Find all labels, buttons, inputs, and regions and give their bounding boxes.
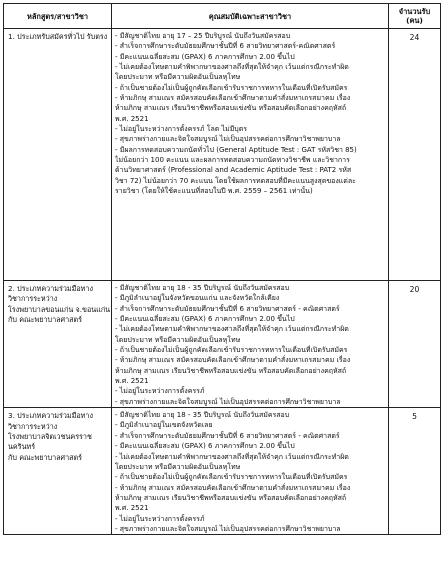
program-line: วิชาการระหว่าง [8,421,58,431]
program-cell [4,408,112,535]
qualification-line: - ห้ามภิกษุ สามเณร สมัครสอบคัดเลือกเข้าศึกษาตามคำสั่งมหาเถรสมาคม เรื่อง [115,483,351,492]
qualification-line: - ห้ามภิกษุ สามเณร สมัครสอบคัดเลือกเข้าศึกษาตามคำสั่งมหาเถรสมาคม เรื่อง [115,356,351,365]
qualification-line: - มีสัญชาติไทย อายุ 17 – 25 ปีบริบูรณ์ นับถึงวันสมัครสอบ [115,32,291,40]
qualification-line: พ.ศ. 2521 [115,114,149,123]
qualification-line: - มีคะแนนเฉลี่ยสะสม (GPAX) 6 ภาคการศึกษา 2.00 ขึ้นไป [115,315,295,324]
program-line: 1. ประเภทรับสมัครทั่วไป รับตรง [8,32,108,41]
qualification-line: - มีภูมิลำเนาอยู่ในเขตจังหวัดเลย [115,421,213,430]
qualification-line: พ.ศ. 2521 [115,377,149,386]
qualification-cell [112,29,389,281]
header-program: หลักสูตร/สาขาวิชา [4,4,112,29]
program-line: 3. ประเภทความร่วมมือทาง [8,411,93,421]
header-row [4,4,441,29]
program-line: กับ คณะพยาบาลศาสตร์ [8,452,83,462]
qualification-cell [112,408,389,535]
qualification-line: - มีผลการทดสอบความถนัดทั่วไป (General Aptitude Test : GAT รหัสวิชา 85) [115,145,357,154]
qualification-line: - สำเร็จการศึกษาระดับมัธยมศึกษาชั้นปีที่ 6 สายวิทยาศาสตร์-คณิตศาสตร์ [115,42,336,51]
qualification-line: - สำเร็จการศึกษาระดับมัธยมศึกษาชั้นปีที่ 6 สายวิทยาศาสตร์ - คณิตศาสตร์ [115,304,340,313]
qualification-line: - ไม่เคยต้องโทษตามคำพิพากษาของศาลถึงที่สุดให้จำคุก เว้นแต่กรณีกระทำผิด [115,452,349,461]
program-cell [4,29,112,281]
header-count-line2: (คน) [406,16,423,25]
qualification-line: - มีคะแนนเฉลี่ยสะสม (GPAX) 6 ภาคการศึกษา 2.00 ขึ้นไป [115,442,295,451]
qualification-line: - ถ้าเป็นชายต้องไม่เป็นผู้ถูกคัดเลือกเข้ารับราชการทหารในเดือนที่เปิดรับสมัคร [115,473,348,482]
qualification-line: - มีคะแนนเฉลี่ยสะสม (GPAX) 6 ภาคการศึกษา 2.00 ขึ้นไป [115,52,295,61]
qualification-line: โดยประมาท หรือมีความผิดอันเป็นลหุโทษ [115,335,241,344]
qualification-line: - มีภูมิลำเนาอยู่ในจังหวัดขอนแก่น และจังหวัดใกล้เคียง [115,294,280,303]
qualification-line: - มีสัญชาติไทย อายุ 18 - 35 ปีบริบูรณ์ นับถึงวันสมัครสอบ [115,284,290,292]
header-count-line1: จำนวนรับ [398,7,431,16]
table-row [4,29,441,281]
qualification-line: - ไม่อยู่ในระหว่างการตั้งครรภ์ [115,514,205,523]
qualification-line: ด้านวิทยาศาสตร์ (Professional and Academic Aptitude Test : PAT2 รหัส [115,166,352,175]
admission-table [3,3,441,535]
qualification-line: - มีสัญชาติไทย อายุ 18 - 35 ปีบริบูรณ์ นับถึงวันสมัครสอบ [115,411,290,420]
program-line: 2. ประเภทความร่วมมือทาง [8,284,93,293]
program-cell [4,281,112,408]
qualification-line: - ไม่อยู่ในระหว่างการตั้งครรภ์ [115,387,205,396]
qualification-line: ห้ามภิกษุ สามเณร เรียนวิชาชีพหรือสอบแข่งขัน หรือสอบคัดเลือกอย่างคฤหัสถ์ [115,493,347,502]
table-row [4,281,441,408]
qualification-line: - สุขภาพร่างกายและจิตใจสมบูรณ์ ไม่เป็นอุปสรรคต่อการศึกษาวิชาพยาบาล [115,524,341,533]
qualification-line: - สุขภาพร่างกายและจิตใจสมบูรณ์ ไม่เป็นอุปสรรคต่อการศึกษาวิชาพยาบาล [115,397,341,406]
qualification-line: - สุขภาพร่างกายและจิตใจสมบูรณ์ ไม่เป็นอุปสรรคต่อการศึกษาวิชาพยาบาล [115,135,341,144]
header-qualification: คุณสมบัติเฉพาะสาขาวิชา [112,4,389,29]
program-line: โรงพยาบาลขอนแก่น จ.ขอนแก่น [8,304,111,314]
program-line: กับ คณะพยาบาลศาสตร์ [8,315,83,325]
qualification-line: ห้ามภิกษุ สามเณร เรียนวิชาชีพหรือสอบแข่งขัน หรือสอบคัดเลือกอย่างคฤหัสถ์ [115,366,347,375]
count-cell: 24 [389,29,441,281]
qualification-line: - ไม่เคยต้องโทษตามคำพิพากษาของศาลถึงที่สุดให้จำคุก เว้นแต่กรณีกระทำผิด [115,325,349,334]
qualification-line: - ถ้าเป็นชายต้องไม่เป็นผู้ถูกคัดเลือกเข้ารับราชการทหารในเดือนที่เปิดรับสมัคร [115,83,348,92]
qualification-line: โดยประมาท หรือมีความผิดอันเป็นลหุโทษ [115,462,241,471]
program-line: วิชาการระหว่าง [8,294,58,304]
qualification-line: - สำเร็จการศึกษาระดับมัธยมศึกษาชั้นปีที่ 6 สายวิทยาศาสตร์ - คณิตศาสตร์ [115,431,340,440]
qualification-line: - ห้ามภิกษุ สามเณร สมัครสอบคัดเลือกเข้าศึกษาตามคำสั่งมหาเถรสมาคม เรื่อง [115,94,351,103]
qualification-line: พ.ศ. 2521 [115,504,149,513]
program-line: นครินทร์ [8,442,36,452]
qualification-line: - ไม่อยู่ในระหว่างการตั้งครรภ์ โลต ไม่มีบุตร [115,125,248,134]
count-cell: 20 [389,281,441,408]
program-line: โรงพยาบาลจิตเวชนครราช [8,431,92,441]
qualification-line: ห้ามภิกษุ สามเณร เรียนวิชาชีพหรือสอบแข่งขัน หรือสอบคัดเลือกอย่างคฤหัสถ์ [115,104,347,113]
header-count [389,4,441,29]
qualification-line: รายวิชา (โดยให้ใช้คะแนนที่สอบในปี พ.ศ. 2559 – 2561 เท่านั้น) [115,187,313,196]
qualification-line: - ไม่เคยต้องโทษตามคำพิพากษาของศาลถึงที่สุดให้จำคุก เว้นแต่กรณีกระทำผิด [115,63,349,72]
qualification-cell [112,281,389,408]
qualification-line: - ถ้าเป็นชายต้องไม่เป็นผู้ถูกคัดเลือกเข้ารับราชการทหารในเดือนที่เปิดรับสมัคร [115,346,348,355]
qualification-line: ไม่น้อยกว่า 100 คะแนน และผลการทดสอบความถนัดทางวิชาชีพ และวิชาการ [115,156,350,165]
table-row [4,408,441,535]
qualification-line: โดยประมาท หรือมีความผิดอันเป็นลหุโทษ [115,73,241,82]
qualification-line: วิชา 72) ไม่น้อยกว่า 70 คะแนน โดยใช้ผลการทดสอบที่มีคะแนนสูงสุดของแต่ละ [115,176,356,185]
count-cell: 5 [389,408,441,535]
